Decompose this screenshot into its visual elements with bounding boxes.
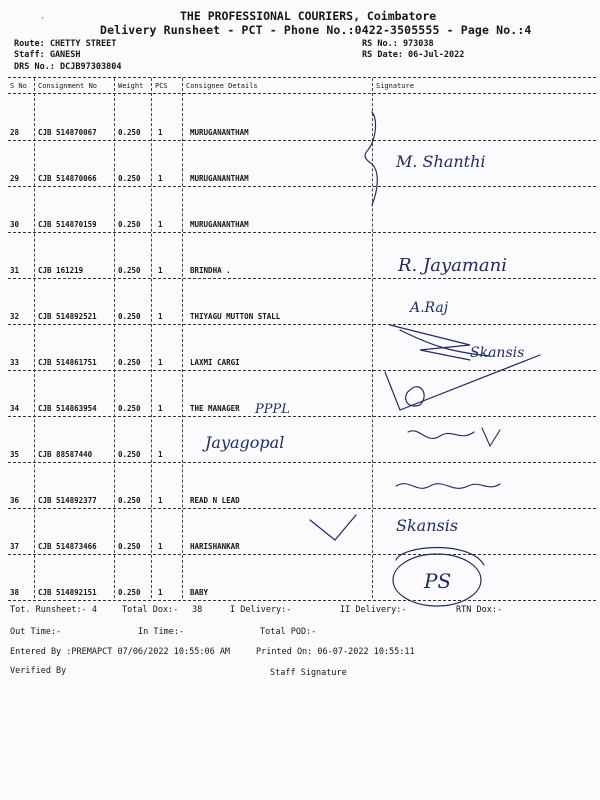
row-consignment: CJB 514873466	[38, 542, 97, 551]
staff-label: Staff: GANESH	[14, 50, 81, 60]
row-pcs: 1	[158, 312, 163, 321]
route-label: Route: CHETTY STREET	[14, 39, 117, 49]
row-pcs: 1	[158, 588, 163, 597]
row-consignment: CJB 88587440	[38, 450, 93, 459]
row-pcs: 1	[158, 266, 163, 275]
tick-mark	[310, 515, 356, 540]
row-consignment: CJB 161219	[38, 266, 84, 275]
row-sno: 38	[10, 588, 20, 597]
signature-row-35	[408, 428, 500, 446]
row-pcs: 1	[158, 496, 163, 505]
row-consignment: CJB 514863954	[38, 404, 97, 413]
handwriting-pppl: PPPL	[255, 402, 290, 417]
signature-row-36	[396, 484, 500, 489]
in-time: In Time:-	[138, 627, 185, 637]
row-consignment: CJB 514870067	[38, 128, 97, 137]
company-title: THE PROFESSIONAL COURIERS, Coimbatore	[180, 9, 437, 23]
staff-signature: Staff Signature	[270, 668, 347, 678]
footer-rule	[8, 600, 596, 601]
row-consignee: BRINDHA .	[190, 266, 231, 275]
row-consignee: HARISHANKAR	[190, 542, 240, 551]
row-consignee: LAXMI CARGI	[190, 358, 240, 367]
signature-shanthi: M. Shanthi	[396, 152, 486, 171]
tot-runsheet: Tot. Runsheet:- 4	[10, 605, 97, 615]
row-pcs: 1	[158, 174, 163, 183]
row-pcs: 1	[158, 542, 163, 551]
entered-by: Entered By :PREMAPCT 07/06/2022 10:55:06 AM	[10, 647, 231, 657]
row-weight: 0.250	[118, 358, 141, 367]
col-consignee-header: Consignee Details	[186, 82, 258, 90]
row-consignee: MURUGANANTHAM	[190, 174, 249, 183]
row-pcs: 1	[158, 128, 163, 137]
row-sno: 30	[10, 220, 20, 229]
row-sno: 32	[10, 312, 20, 321]
row-weight: 0.250	[118, 496, 141, 505]
signature-skansis-33: Skansis	[470, 345, 525, 361]
row-sno: 28	[10, 128, 20, 137]
row-sno: 36	[10, 496, 20, 505]
row-consignment: CJB 514861751	[38, 358, 97, 367]
row-consignee: BABY	[190, 588, 209, 597]
row-pcs: 1	[158, 404, 163, 413]
col-consignment-header: Consignment No	[38, 82, 98, 90]
row-sno: 34	[10, 404, 20, 413]
scribble-mark	[390, 325, 470, 360]
rtn-dox: RTN Dox:-	[456, 605, 503, 615]
i-delivery: I Delivery:-	[230, 605, 292, 615]
row-weight: 0.250	[118, 404, 141, 413]
ps-stamp-text: PS	[424, 569, 452, 593]
loop-mark	[406, 387, 424, 406]
bracket-mark	[365, 112, 377, 205]
signature-jayamani: R. Jayamani	[398, 255, 507, 276]
row-pcs: 1	[158, 358, 163, 367]
row-consignee: READ N LEAD	[190, 496, 240, 505]
total-dox-label: Total Dox:-	[122, 605, 179, 615]
row-weight: 0.250	[118, 174, 141, 183]
col-sno-header: S No	[10, 82, 27, 90]
row-consignee: MURUGANANTHAM	[190, 128, 249, 137]
tick-mark-large	[385, 355, 540, 410]
signature-skansis-37: Skansis	[396, 516, 459, 535]
row-weight: 0.250	[118, 312, 141, 321]
row-consignment: CJB 514892377	[38, 496, 97, 505]
ps-stamp-swoosh	[396, 548, 484, 566]
rs-date: RS Date: 06-Jul-2022	[362, 50, 465, 60]
row-pcs: 1	[158, 220, 163, 229]
row-weight: 0.250	[118, 220, 141, 229]
col-pcs-header: PCS	[155, 82, 168, 90]
row-pcs: 1	[158, 450, 163, 459]
row-sno: 35	[10, 450, 20, 459]
col-weight-header: Weight	[118, 82, 144, 90]
row-weight: 0.250	[118, 128, 141, 137]
tick-mark: ˊ	[40, 17, 46, 27]
ii-delivery: II Delivery:-	[340, 605, 407, 615]
row-weight: 0.250	[118, 588, 141, 597]
signature-araj: A.Raj	[410, 300, 449, 316]
row-consignment: CJB 514892521	[38, 312, 97, 321]
handwriting-jayagopal: Jayagopal	[205, 433, 285, 452]
row-consignee: THE MANAGER	[190, 404, 240, 413]
printed-on: Printed On: 06-07-2022 10:55:11	[256, 647, 415, 657]
total-pod: Total POD:-	[260, 627, 317, 637]
row-weight: 0.250	[118, 542, 141, 551]
row-consignment: CJB 514892151	[38, 588, 97, 597]
row-weight: 0.250	[118, 450, 141, 459]
row-sno: 33	[10, 358, 20, 367]
col-signature-header: Signature	[376, 82, 414, 90]
row-sno: 37	[10, 542, 20, 551]
row-consignment: CJB 514870066	[38, 174, 97, 183]
runsheet-subtitle: Delivery Runsheet - PCT - Phone No.:0422-3505555 - Page No.:4	[100, 23, 532, 37]
verified-by: Verified By	[10, 666, 67, 676]
drs-number: DRS No.: DCJB97303804	[14, 62, 122, 72]
row-consignee: THIYAGU MUTTON STALL	[190, 312, 281, 321]
rs-number: RS No.: 973038	[362, 39, 434, 49]
out-time: Out Time:-	[10, 627, 62, 637]
row-sno: 31	[10, 266, 20, 275]
total-dox-value: 38	[192, 605, 203, 615]
row-weight: 0.250	[118, 266, 141, 275]
row-consignment: CJB 514870159	[38, 220, 97, 229]
row-sno: 29	[10, 174, 20, 183]
row-consignee: MURUGANANTHAM	[190, 220, 249, 229]
